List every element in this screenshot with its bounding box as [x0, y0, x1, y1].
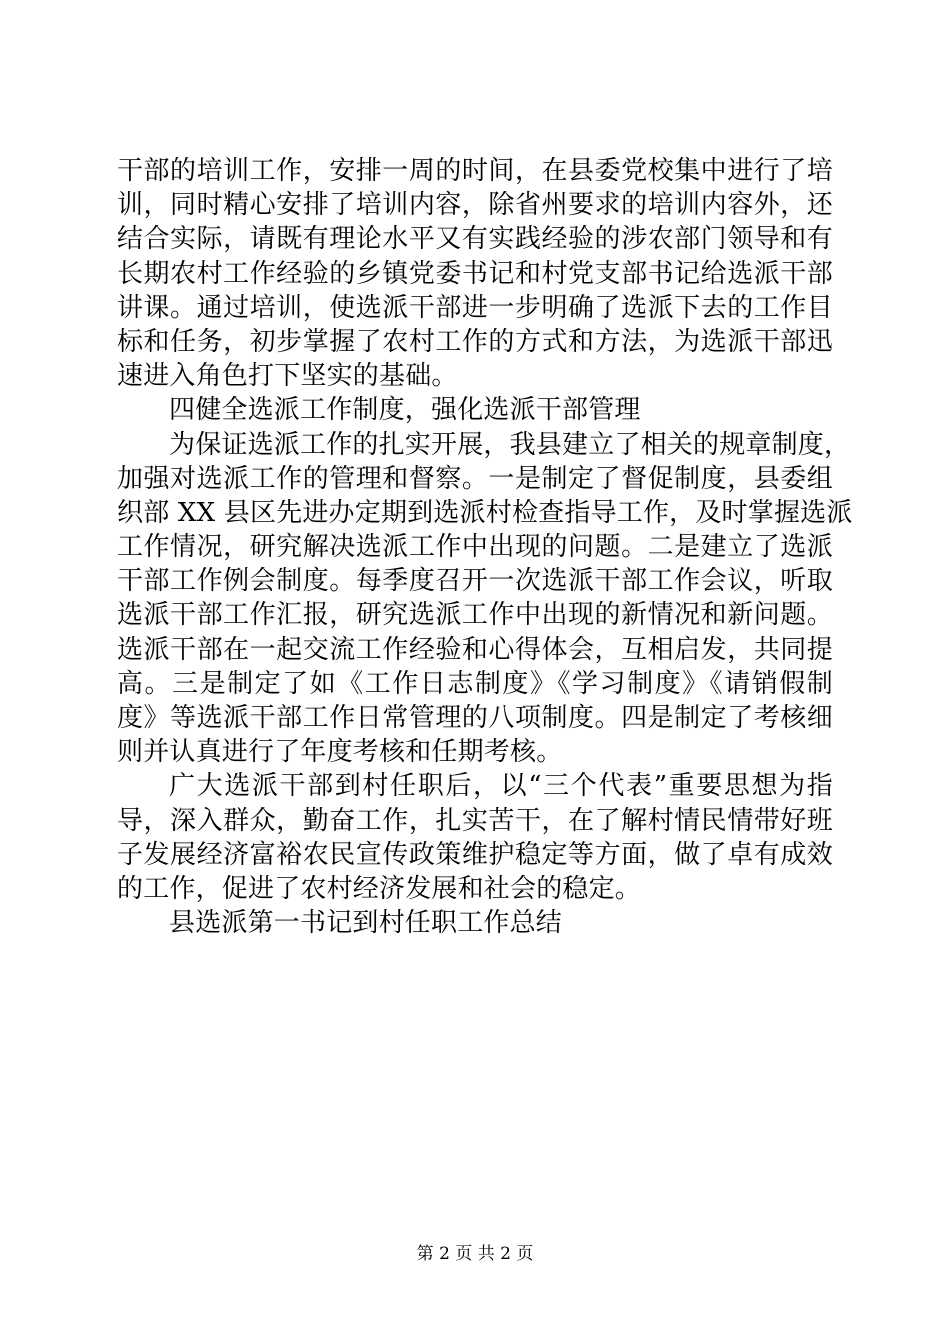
text-line-11: 织部 XX 县区先进办定期到选派村检查指导工作，及时掌握选派 — [117, 497, 853, 528]
text-line-7: 速进入角色打下坚实的基础。 — [117, 361, 458, 392]
page-number-footer: 第 2 页 共 2 页 — [416, 1244, 534, 1264]
text-line-3: 结合实际，请既有理论水平又有实践经验的涉农部门领导和有 — [117, 224, 833, 255]
text-line-9: 为保证选派工作的扎实开展，我县建立了相关的规章制度， — [169, 429, 851, 460]
text-line-13: 干部工作例会制度。每季度召开一次选派干部工作会议，听取 — [117, 566, 833, 597]
text-line-22: 的工作，促进了农村经济发展和社会的稳定。 — [117, 873, 642, 904]
section-heading: 四健全选派工作制度，强化选派干部管理 — [169, 395, 641, 426]
text-line-19: 广大选派干部到村任职后，以“三个代表”重要思想为指 — [169, 771, 833, 802]
text-line-10: 加强对选派工作的管理和督察。一是制定了督促制度，县委组 — [117, 463, 833, 494]
text-line-14: 选派干部工作汇报，研究选派工作中出现的新情况和新问题。 — [117, 600, 833, 631]
text-line-1: 干部的培训工作，安排一周的时间，在县委党校集中进行了培 — [117, 156, 833, 186]
text-line-18: 则并认真进行了年度考核和任期考核。 — [117, 737, 563, 768]
text-line-2: 训，同时精心安排了培训内容，除省州要求的培训内容外，还 — [117, 190, 833, 221]
text-line-5: 讲课。通过培训，使选派干部进一步明确了选派下去的工作目 — [117, 292, 833, 323]
text-line-15: 选派干部在一起交流工作经验和心得体会，互相启发，共同提 — [117, 634, 833, 665]
text-line-17: 度》等选派干部工作日常管理的八项制度。四是制定了考核细 — [117, 703, 833, 733]
text-line-12: 工作情况，研究解决选派工作中出现的问题。二是建立了选派 — [117, 532, 833, 563]
text-line-4: 长期农村工作经验的乡镇党委书记和村党支部书记给选派干部 — [117, 258, 833, 289]
text-line-16: 高。三是制定了如《工作日志制度》《学习制度》《请销假制 — [117, 668, 833, 699]
text-line-20: 导，深入群众，勤奋工作，扎实苦干，在了解村情民情带好班 — [117, 805, 833, 836]
text-line-21: 子发展经济富裕农民宣传政策维护稳定等方面，做了卓有成效 — [117, 839, 833, 870]
document-body — [117, 154, 853, 940]
text-line-6: 标和任务，初步掌握了农村工作的方式和方法，为选派干部迅 — [117, 326, 833, 357]
document-title-line: 县选派第一书记到村任职工作总结 — [169, 908, 563, 939]
